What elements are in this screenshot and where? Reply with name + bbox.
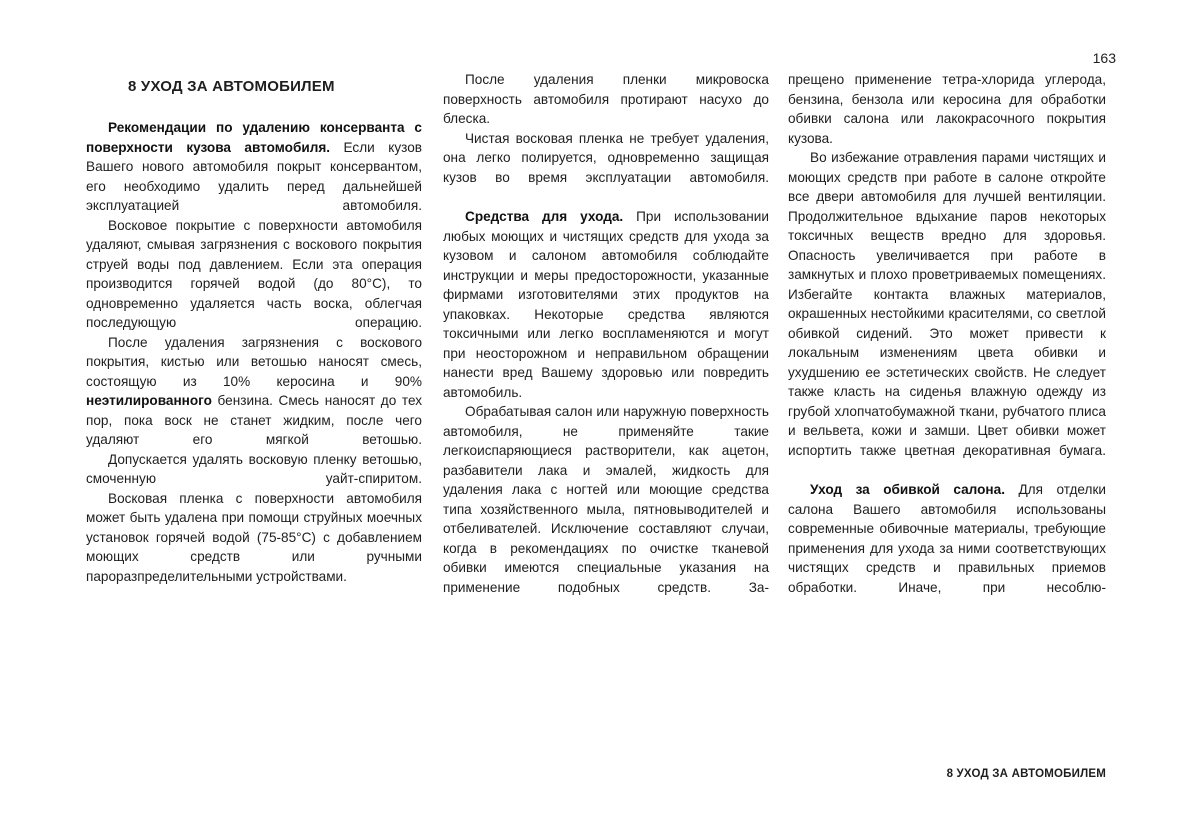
text-column-3 <box>788 0 1106 597</box>
text-column-2 <box>443 0 769 597</box>
paragraph-text: Если кузов Вашего нового автомобиля покрыт консервантом, его необходимо удалить перед дальнейшей эксплуатацией автомобиля. <box>86 139 422 213</box>
running-footer-title: 8 УХОД ЗА АВТОМОБИЛЕМ <box>946 768 1106 780</box>
chapter-title: 8 УХОД ЗА АВТОМОБИЛЕМ <box>128 78 335 95</box>
paragraph-clean-wax: Чистая восковая пленка не требует удаления, она легко полируется, одновременно защищая кузов во время эксплуатации автомобиля. <box>443 130 769 185</box>
paragraph-kerosene-mixture: После удаления загрязнения с воскового покрытия, кистью или ветошью наносят смесь, состоящую из 10% керосина и 90% неэтилированного бензина. Смесь наносят до тех пор, пока воск не станет жидким, после чего удаляют его мягкой ветошью. <box>86 334 422 447</box>
section-upholstery-care: Уход за обивкой салона. Для отделки салона Вашего автомобиля использованы современные обивочные материалы, требующие применения для ухода за ними соответствующих чистящих средств и правильных приемов обработки. Иначе, при несоблю- <box>788 482 1107 595</box>
text-column-1 <box>86 0 422 586</box>
section-heading-conservant: Рекомендации по удалению консерванта с поверхности кузова автомобиля. <box>86 120 422 155</box>
paragraph-microwax: После удаления пленки микровоска поверхность автомобиля протирают насухо до блеска. <box>443 72 769 126</box>
paragraph-jet-washing: Восковая пленка с поверхности автомобиля может быть удалена при помощи струйных моечных установок горячей водой (75-85°С) с добавлением моющих средств или ручными пароразпределительными устройствами. <box>86 490 422 584</box>
section-care-products: Средства для ухода. При использовании любых моющих и чистящих средств для ухода за кузовом и салоном автомобиля соблюдайте инструкции и меры предосторожности, указанные фирмами изготовителями этих продуктов на упаковках. Некоторые средства являются токсичными или легко воспламеняются и могут при неосторожном и неправильном обращении нанести вред Вашему здоровью или повредить автомобиль. <box>443 209 769 400</box>
section-heading-upholstery: Уход за обивкой салона. <box>810 482 1005 497</box>
bold-term: неэтилированного <box>86 393 212 408</box>
paragraph-wax-removal: Восковое покрытие с поверхности автомобиля удаляют, смывая загрязнения с воскового покрытия струей воды под давлением. Если эта операция производится горячей водой (до 80°С), то одновременно удаляется часть воска, облегчая последующую операцию. <box>86 217 422 330</box>
page-number: 163 <box>1092 50 1116 66</box>
paragraph-solvents-warning: Обрабатывая салон или наружную поверхность автомобиля, не применяйте такие легкоиспаряющиеся растворители, как ацетон, разбавители лака и эмалей, жидкость для удаления лака с ногтей или моющие средства типа хозяйственного мыла, пятновыводителей и отбеливателей. Исключение составляют случаи, когда в рекомендациях по очистке тканевой обивки имеются специальные указания на применение подобных средств. За- <box>443 404 769 595</box>
section-recommendations <box>86 118 422 216</box>
section-heading-care-products: Средства для ухода. <box>465 209 624 224</box>
paragraph-ventilation: Во избежание отравления парами чистящих и моющих средств при работе в салоне откройте все двери автомобиля для лучшей вентиляции. Продолжительное вдыхание паров некоторых токсичных веществ вредно для здоровья. Опасность увеличивается при работе в замкнутых и плохо проветриваемых помещениях. Избегайте контакта влажных материалов, окрашенных нестойкими красителями, со светлой обивкой сидений. Это может привести к локальным изменениям цвета обивки и ухудшению ее эстетических свойств. Не следует также класть на сиденья влажную одежду из грубой хлопчатобумажной ткани, рубчатого плиса и вельвета, кожи и замши. Цвет обивки может испортить также цветная декоративная бумага. <box>788 150 1106 458</box>
paragraph-prohibited-solvents: прещено применение тетра-хлорида углерода, бензина, бензола или керосина для обработки обивки салона или лакокрасочного покрытия кузова. <box>788 72 1106 146</box>
paragraph-white-spirit: Допускается удалять восковую пленку ветошью, смоченную уайт-спиритом. <box>86 451 422 486</box>
